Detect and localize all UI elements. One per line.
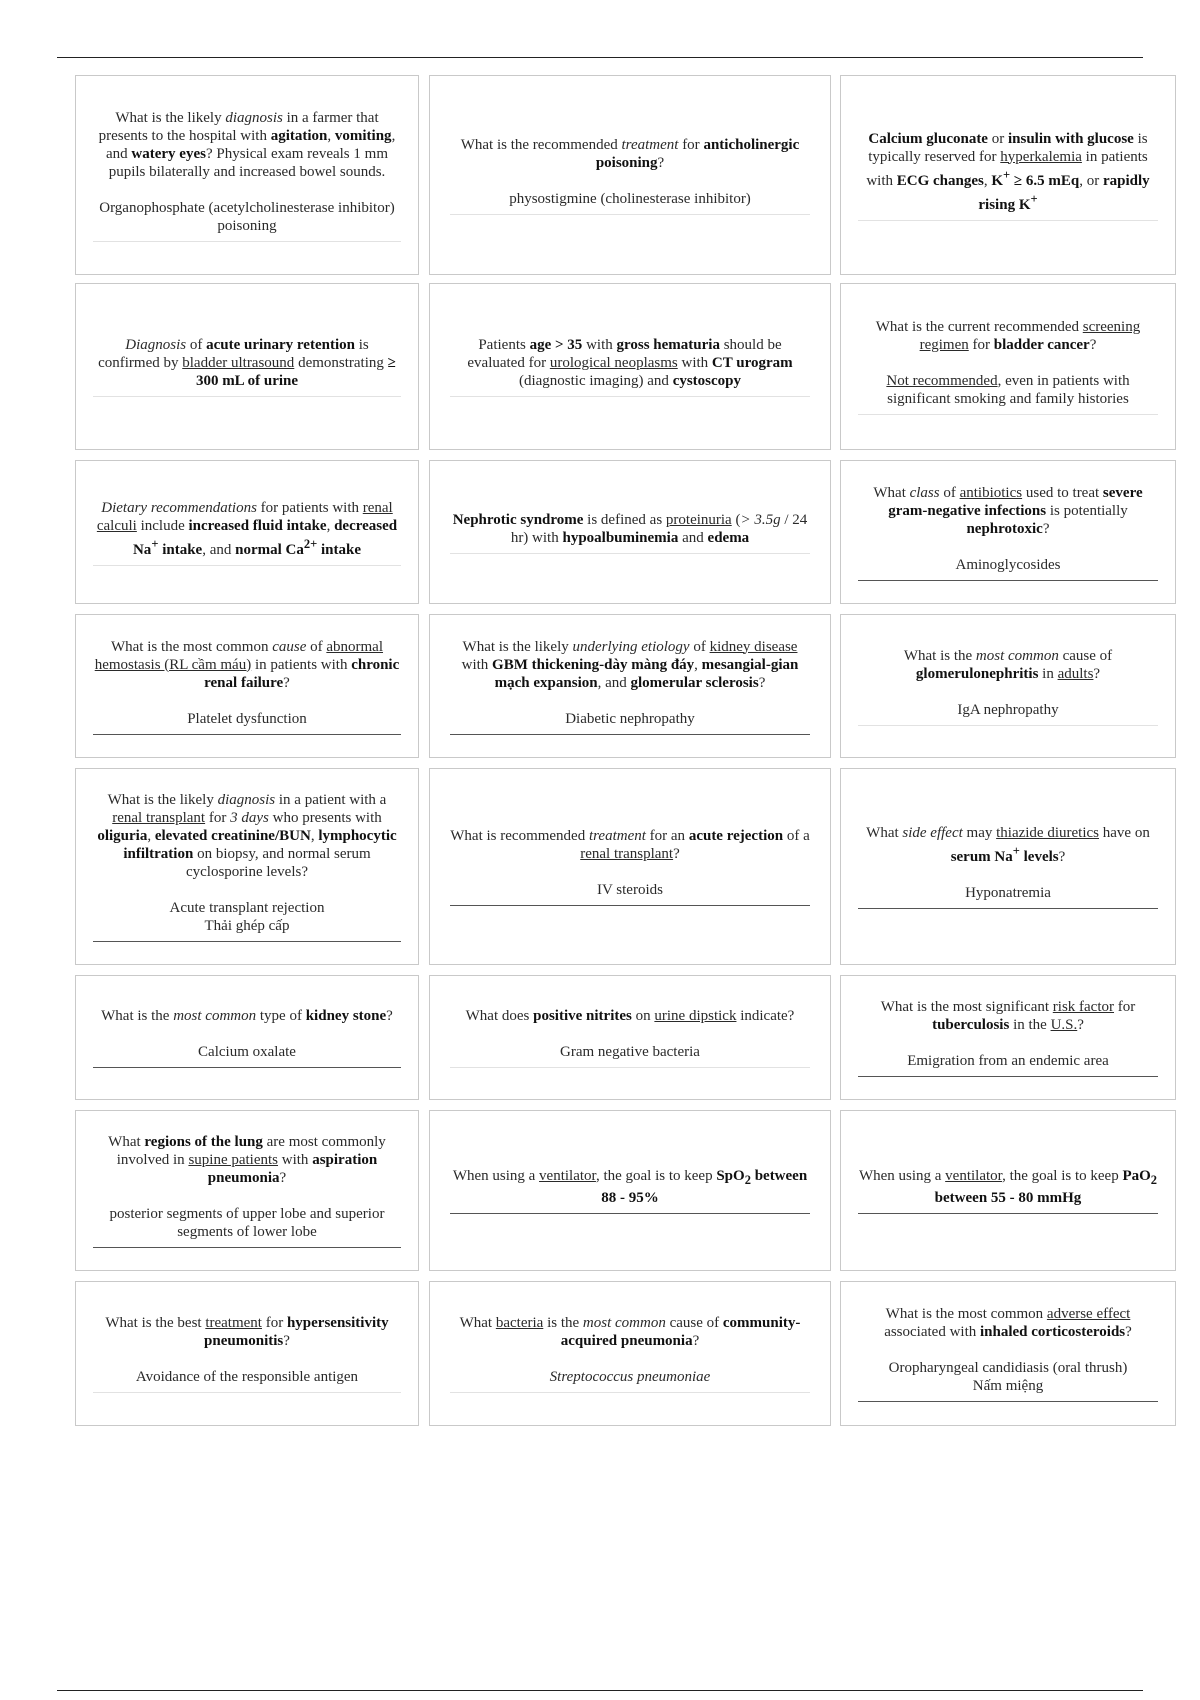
flashcard[interactable]	[429, 768, 831, 965]
text-run: hypersensitivity pneumonitis	[204, 1315, 389, 1349]
text-run: ventilator	[539, 1168, 596, 1184]
card-content	[858, 998, 1158, 1077]
card-content	[93, 1133, 400, 1248]
bottom-rule	[57, 1690, 1143, 1691]
text-run: glomerular sclerosis	[630, 674, 759, 691]
text-run: between 88 - 95%	[601, 1168, 808, 1206]
text-run: Diagnosis	[125, 337, 187, 353]
text-run: aspiration pneumonia	[207, 1152, 378, 1186]
card-content	[93, 109, 400, 242]
text-run: Nephrotic syndrome	[452, 511, 584, 528]
text-run: thiazide diuretics	[996, 825, 1099, 841]
text-run: K	[991, 172, 1004, 189]
text-run: watery eyes	[131, 145, 206, 162]
text-run: regions of the lung	[144, 1134, 263, 1150]
card-content	[93, 791, 400, 942]
text-run: kidney disease	[709, 638, 798, 655]
card-content	[450, 136, 811, 215]
text-run: ECG changes	[896, 172, 984, 189]
text-run: treatment	[621, 136, 679, 153]
flashcard[interactable]	[840, 975, 1176, 1100]
text-run: nephrotoxic	[966, 520, 1043, 537]
text-run: intake	[158, 541, 203, 558]
text-run: cause	[272, 638, 307, 655]
text-run: ventilator	[945, 1168, 1003, 1184]
text-run: ≥ 300 mL of urine	[195, 355, 396, 389]
card-answer: Not recommended, even in patients with significant smoking and family histories	[886, 373, 1130, 407]
text-run: positive nitrites	[533, 1008, 632, 1024]
text-run: serum Na	[950, 849, 1013, 865]
card-question: What regions of the lung are most commonly involved in supine patients with aspiration pneumonia?	[108, 1134, 386, 1186]
text-run: +	[1003, 167, 1011, 182]
text-run: most common	[173, 1008, 257, 1024]
text-run: age > 35	[529, 337, 583, 353]
flashcard[interactable]	[840, 460, 1176, 604]
card-answer: posterior segments of upper lobe and superior segments of lower lobe	[109, 1206, 385, 1240]
card-question: What class of antibiotics used to treat severe gram-negative infections is potentially nephrotoxic?	[873, 484, 1143, 537]
text-run: 2+	[303, 536, 318, 551]
card-answer: Avoidance of the responsible antigen	[135, 1369, 359, 1385]
card-content	[450, 1007, 811, 1068]
card-answer: Gram negative bacteria	[560, 1044, 700, 1060]
text-run: 3 days	[230, 810, 269, 826]
card-question: What is the most common cause of glomerulonephritis in adults?	[903, 647, 1113, 682]
flashcard[interactable]	[840, 283, 1176, 450]
text-run: antibiotics	[959, 484, 1023, 501]
card-answer: Hyponatremia	[965, 885, 1051, 901]
flashcard[interactable]	[840, 768, 1176, 965]
card-content	[858, 130, 1158, 221]
text-run: community-acquired pneumonia	[560, 1315, 801, 1349]
text-run: mesangial-gian mạch expansion	[494, 656, 799, 691]
card-statement: Nephrotic syndrome is defined as proteinuria (> 3.5g / 24 hr) with hypoalbuminemia and edema	[452, 511, 808, 546]
text-run: proteinuria	[665, 511, 732, 528]
card-question: What is the likely diagnosis in a patient with a renal transplant for 3 days who presents with oliguria, elevated creatinine/BUN, lymphocytic infiltration on biopsy, and normal serum cyclosporine levels?	[97, 792, 397, 880]
flashcard[interactable]	[75, 460, 419, 604]
card-answer: IV steroids	[597, 882, 663, 898]
card-question: What is the likely diagnosis in a farmer that presents to the hospital with agitation, vomiting, and watery eyes? Physical exam reveals 1 mm pupils bilaterally and increased bowel sounds.	[98, 109, 396, 180]
text-run: renal calculi	[96, 499, 393, 534]
text-run: vomiting	[334, 127, 392, 144]
text-run: SpO	[716, 1168, 745, 1184]
card-statement: Dietary recommendations for patients with renal calculi include increased fluid intake, decreased Na+ intake, and normal $Ca^{2+}$ intake	[96, 499, 398, 558]
text-run: +	[1030, 191, 1038, 206]
card-answer: IgA nephropathy	[957, 701, 1059, 718]
card-answer: Acute transplant rejection	[169, 900, 325, 916]
flashcard[interactable]	[75, 283, 419, 450]
card-statement: When using a ventilator, the goal is to keep PaO$_2$ between 55 - 80 mmHg	[858, 1168, 1158, 1206]
text-run: gross hematuria	[616, 337, 720, 353]
text-run: screening regimen	[919, 319, 1141, 353]
flashcard[interactable]	[429, 614, 831, 758]
flashcard[interactable]	[429, 1281, 831, 1426]
text-run: abnormal hemostasis (RL cầm máu)	[94, 638, 384, 673]
text-run: CT urogram	[711, 355, 793, 371]
text-run: treatment	[588, 828, 646, 844]
text-run: adults	[1057, 665, 1094, 682]
text-run: chronic renal failure	[204, 656, 400, 691]
text-run: elevated creatinine/BUN	[154, 828, 311, 844]
text-run: adverse effect	[1046, 1306, 1131, 1322]
flashcard[interactable]	[840, 1281, 1176, 1426]
card-content	[93, 638, 400, 735]
text-run: rapidly rising K	[978, 172, 1150, 213]
card-answer: Aminoglycosides	[955, 556, 1061, 573]
card-question: What is the current recommended screening regimen for bladder cancer?	[875, 319, 1141, 353]
flashcard[interactable]	[429, 283, 831, 450]
text-run: 2	[744, 1173, 751, 1187]
card-question: What does positive nitrites on urine dipstick indicate?	[465, 1008, 795, 1024]
text-run: renal transplant	[580, 846, 674, 862]
text-run: lymphocytic infiltration	[123, 828, 397, 862]
flashcard[interactable]	[429, 975, 831, 1100]
text-run: treatment	[205, 1315, 262, 1331]
card-content	[450, 1314, 811, 1393]
card-answer-translation: Nấm miệng	[972, 1378, 1044, 1394]
card-statement: Calcium gluconate or insulin with glucose is typically reserved for hyperkalemia in patients with ECG changes, K+ ≥ 6.5 mEq, or rapidly rising K+	[866, 130, 1150, 213]
text-run: Calcium gluconate	[868, 130, 988, 147]
flashcard[interactable]	[75, 975, 419, 1100]
card-content	[450, 336, 811, 397]
text-run: intake	[317, 541, 362, 558]
text-run: U.S.	[1050, 1017, 1078, 1033]
card-question: What bacteria is the most common cause of community-acquired pneumonia?	[459, 1315, 801, 1349]
text-run: hypoalbuminemia	[562, 529, 679, 546]
card-content	[93, 336, 400, 397]
card-content	[858, 1167, 1158, 1214]
flashcard[interactable]	[840, 1110, 1176, 1271]
card-content	[93, 1314, 400, 1393]
card-content	[858, 647, 1158, 726]
text-run: Streptococcus pneumoniae	[549, 1369, 711, 1385]
card-content	[858, 484, 1158, 581]
text-run: renal transplant	[112, 810, 206, 826]
card-question: What is the most common adverse effect associated with inhaled corticosteroids?	[884, 1306, 1132, 1340]
flashcard[interactable]	[429, 75, 831, 275]
text-run: edema	[707, 529, 750, 546]
text-run: increased fluid intake	[188, 517, 327, 534]
text-run: between 55 - 80 mmHg	[934, 1190, 1082, 1206]
text-run: severe gram-negative infections	[888, 484, 1143, 519]
card-content	[450, 827, 811, 906]
flashcard[interactable]	[429, 1110, 831, 1271]
text-run: most common	[975, 647, 1059, 664]
card-answer: Calcium oxalate	[198, 1044, 296, 1060]
card-content	[93, 1007, 400, 1068]
flashcard[interactable]	[75, 614, 419, 758]
flashcard[interactable]	[75, 1281, 419, 1426]
text-run: Not recommended	[886, 373, 998, 389]
flashcard[interactable]	[429, 460, 831, 604]
card-answer: Platelet dysfunction	[187, 710, 307, 727]
text-run: GBM thickening-dày màng đáy	[492, 656, 695, 673]
card-question: What is the likely underlying etiology of kidney disease with GBM thickening-dày màng đáy, mesangial-gian mạch expansion, and glomerular sclerosis?	[461, 638, 799, 691]
card-question: What side effect may thiazide diuretics have on serum Na+ levels?	[866, 825, 1150, 865]
card-question: What is the most common cause of abnormal hemostasis (RL cầm máu) in patients with chronic renal failure?	[94, 638, 400, 691]
text-run: inhaled corticosteroids	[980, 1324, 1126, 1340]
text-run: diagnosis	[225, 109, 283, 126]
card-question: What is the best treatment for hypersensitivity pneumonitis?	[105, 1315, 389, 1349]
text-run: class	[909, 484, 940, 501]
text-run: kidney stone	[305, 1008, 387, 1024]
flashcard[interactable]	[840, 75, 1176, 275]
text-run: anticholinergic poisoning	[595, 136, 800, 171]
card-question: What is the most significant risk factor for tuberculosis in the U.S.?	[880, 999, 1136, 1033]
text-run: bacteria	[495, 1315, 544, 1331]
card-question: What is recommended treatment for an acute rejection of a renal transplant?	[450, 828, 810, 862]
card-statement: Patients age > 35 with gross hematuria should be evaluated for urological neoplasms with CT urogram (diagnostic imaging) and cystoscopy	[467, 337, 793, 389]
card-content	[858, 318, 1158, 415]
card-answer: Diabetic nephropathy	[565, 710, 695, 727]
text-run: +	[151, 536, 159, 551]
flashcard[interactable]	[840, 614, 1176, 758]
flashcard[interactable]	[75, 75, 419, 275]
text-run: urological neoplasms	[549, 355, 678, 371]
card-answer: Organophosphate (acetylcholinesterase inhibitor) poisoning	[99, 199, 395, 234]
text-run: bladder cancer	[993, 337, 1090, 353]
text-run: cystoscopy	[672, 373, 742, 389]
text-run: bladder ultrasound	[182, 355, 295, 371]
card-answer	[450, 1368, 811, 1386]
card-answer: Emigration from an endemic area	[907, 1053, 1109, 1069]
text-run: tuberculosis	[932, 1017, 1010, 1033]
text-run: normal Ca	[235, 541, 304, 558]
text-run: > 3.5g	[740, 511, 781, 528]
text-run: 2	[1150, 1173, 1158, 1187]
card-content	[858, 1305, 1158, 1402]
text-run: levels	[1019, 849, 1059, 865]
card-statement: When using a ventilator, the goal is to keep SpO$_2$ between 88 - 95%	[452, 1168, 808, 1206]
text-run: underlying etiology	[572, 638, 690, 655]
flashcard[interactable]	[75, 1110, 419, 1271]
text-run: Dietary recommendations	[101, 499, 257, 516]
top-rule	[57, 57, 1143, 58]
text-run: acute rejection	[688, 828, 784, 844]
text-run: urine dipstick	[654, 1008, 737, 1024]
card-content	[450, 511, 811, 554]
card-content	[450, 638, 811, 735]
text-run: glomerulonephritis	[915, 665, 1039, 682]
card-statement: Diagnosis of acute urinary retention is confirmed by bladder ultrasound demonstrating ≥ 300 mL of urine	[98, 337, 396, 389]
text-run: decreased Na	[132, 517, 398, 558]
flashcard[interactable]	[75, 768, 419, 965]
text-run: hyperkalemia	[1000, 148, 1082, 165]
card-question: What is the most common type of kidney stone?	[101, 1008, 393, 1024]
text-run: acute urinary retention	[206, 337, 355, 353]
card-content	[450, 1167, 811, 1214]
text-run: ≥ 6.5 mEq	[1010, 172, 1080, 189]
text-run: risk factor	[1052, 999, 1115, 1015]
card-content	[858, 824, 1158, 909]
text-run: oliguria	[97, 828, 148, 844]
card-answer: physostigmine (cholinesterase inhibitor)	[509, 190, 751, 207]
card-answer: Oropharyngeal candidiasis (oral thrush)	[888, 1360, 1128, 1376]
text-run: most common	[582, 1315, 666, 1331]
text-run: insulin with glucose	[1007, 130, 1134, 147]
text-run: supine patients	[188, 1152, 279, 1168]
card-content	[93, 499, 400, 566]
text-run: agitation	[270, 127, 328, 144]
card-question: What is the recommended treatment for anticholinergic poisoning?	[460, 136, 800, 171]
text-run: diagnosis	[217, 792, 276, 808]
card-answer-translation: Thải ghép cấp	[204, 918, 290, 934]
text-run: side effect	[902, 825, 963, 841]
text-run: PaO	[1122, 1168, 1151, 1184]
text-run: +	[1012, 844, 1020, 858]
